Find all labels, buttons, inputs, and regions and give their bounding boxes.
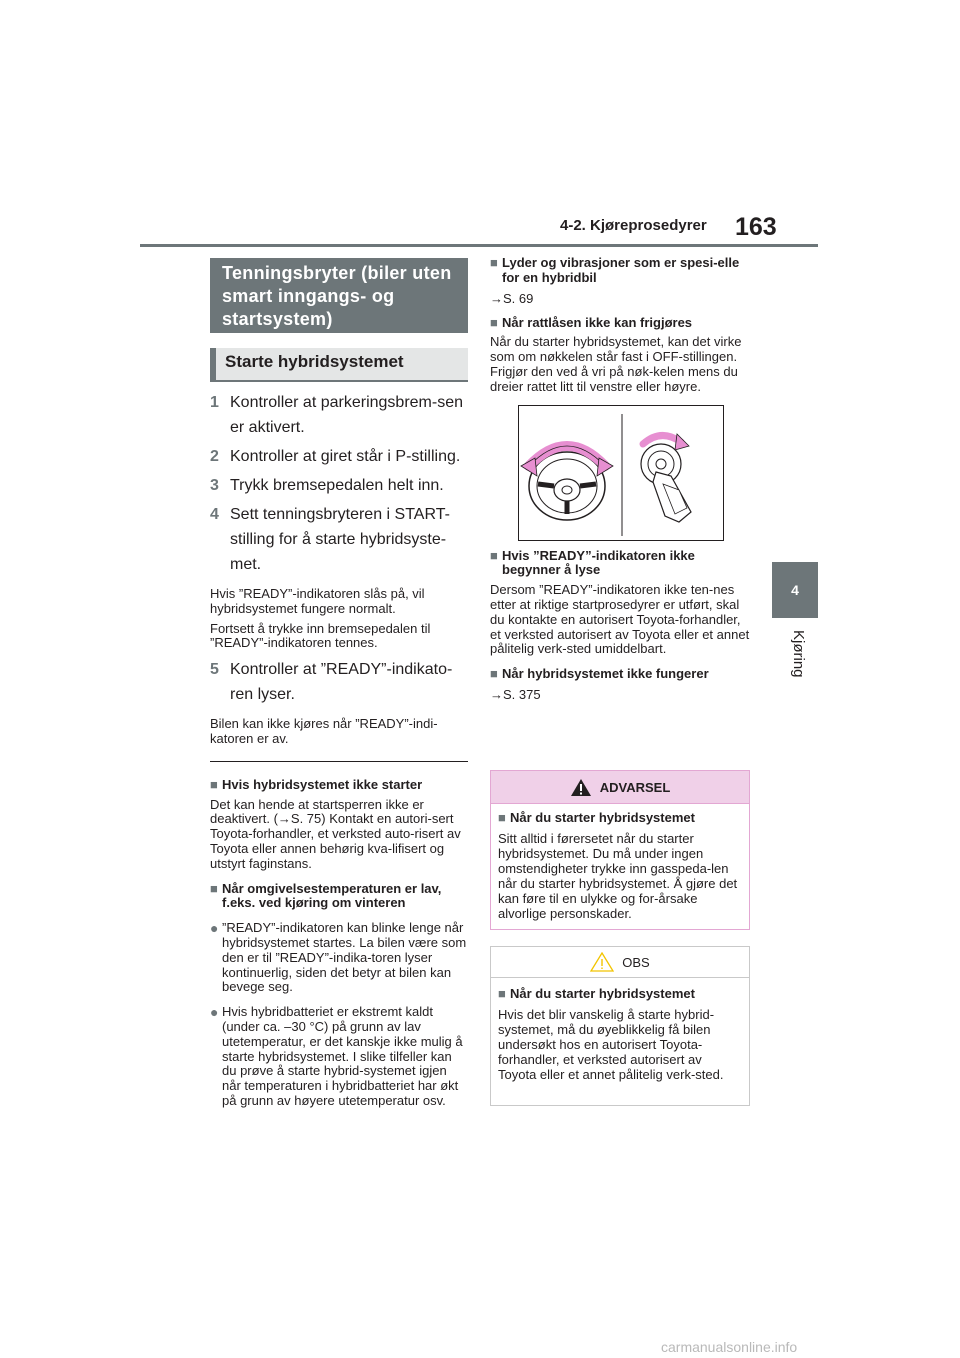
step-3 <box>210 473 468 498</box>
chapter-tab <box>772 562 818 618</box>
step-2 <box>210 444 468 469</box>
warning-header <box>491 771 749 804</box>
notice-title: OBS <box>622 954 650 970</box>
step-4 <box>210 502 468 577</box>
subheading-steering-lock <box>490 316 752 331</box>
steering-key-illustration <box>518 405 724 541</box>
notice-header <box>491 947 749 978</box>
steering-wheel-icon <box>529 452 605 520</box>
paragraph-steering-lock: Når du starter hybridsystemet, kan det virke som om nøkkelen står fast i OFF-stillingen. Frigjør den ved å vri på nøk-kelen mens du dreier rattet litt til venstre eller høyre. <box>490 334 742 394</box>
warning-title: ADVARSEL <box>599 779 671 795</box>
step-text: Kontroller at ”READY”-indikato-ren lyser. <box>230 661 453 704</box>
notice-subheading <box>498 987 743 1002</box>
left-column <box>210 388 468 1109</box>
subheading-text: Når du starter hybridsystemet <box>510 810 695 825</box>
reference-text: S. 69 <box>503 290 534 306</box>
warning-triangle-icon <box>570 778 592 797</box>
square-bullet-icon: ■ <box>490 314 498 330</box>
subheading-sounds <box>490 256 752 286</box>
step-number: 4 <box>210 506 219 523</box>
note-keep-pressing: Fortsett å trykke inn bremsepedalen til ”READY”-indikatoren tennes. <box>210 620 431 651</box>
step-text: Sett tenningsbryteren i START-stilling for å starte hybridsyste-met. <box>230 506 450 573</box>
list-item-text: ”READY”-indikatoren kan blinke lenge når hybridsystemet startes. La bilen være som den er til ”READY”-indika-toren lyser kontinuerlig, siden det betyr at bilen kan bevege seg. <box>222 920 467 995</box>
subheading-text: Når omgivelsestemperaturen er lav, f.eks. ved kjøring om vinteren <box>222 880 442 911</box>
circle-bullet-icon: ● <box>210 920 219 937</box>
circle-bullet-icon: ● <box>210 1004 219 1021</box>
step-text: Kontroller at giret står i P-stilling. <box>230 448 461 465</box>
ignition-key-icon <box>641 444 691 522</box>
subheading-text: Når hybridsystemet ikke fungerer <box>502 666 709 682</box>
subheading-text: Hvis hybridsystemet ikke starter <box>222 776 423 792</box>
subheading-ready-not-lit <box>490 549 752 579</box>
page-reference[interactable] <box>490 291 752 306</box>
divider <box>210 761 468 762</box>
notice-text: Hvis det blir vanskelig å starte hybrid-systemet, må du øyeblikkelig få bilen undersøkt hos en autorisert Toyota-forhandler, et verksted autorisert av Toyota eller et annet pålitelig verk-sted. <box>498 1006 724 1082</box>
square-bullet-icon: ■ <box>490 666 498 682</box>
subheading-text: Hvis ”READY”-indikatoren ikke begynner å lyse <box>502 547 695 578</box>
list-item <box>210 921 468 995</box>
reference-text: S. 375 <box>503 686 541 702</box>
step-1 <box>210 390 468 440</box>
step-text: Kontroller at parkeringsbrem-sen er aktivert. <box>230 394 463 436</box>
paragraph-ready-not-lit: Dersom ”READY”-indikatoren ikke ten-nes etter at riktige startprosedyrer er utført, skal du kontakte en autorisert Toyota-forhandler, et verksted autorisert av Toyota eller et annet pålitelig verk-sted umiddelbart. <box>490 582 750 657</box>
step-number: 1 <box>210 394 219 411</box>
square-bullet-icon: ■ <box>498 810 506 825</box>
notice-body <box>491 978 749 1082</box>
square-bullet-icon: ■ <box>210 880 218 896</box>
subheading-text: Lyder og vibrasjoner som er spesi-elle for en hybridbil <box>502 255 740 285</box>
warning-text: Sitt alltid i førersetet når du starter hybridsystemet. Du må under ingen omstendigheter trykke inn gasspeda-len når du starter hybridsystemet. Å gjøre det kan føre til en ulykke og for-årsake alvorlige personskader. <box>498 830 738 921</box>
caution-triangle-icon <box>590 952 614 972</box>
arrow-icon: → <box>490 686 503 702</box>
page-number: 163 <box>735 213 777 241</box>
step-number: 3 <box>210 477 219 494</box>
page-reference[interactable] <box>490 687 752 702</box>
notice-box <box>490 946 750 1106</box>
subheading-text: Når du starter hybridsystemet <box>510 986 695 1001</box>
note-ready-on: Hvis ”READY”-indikatoren slås på, vil hybridsystemet fungere normalt. <box>210 586 425 616</box>
warning-body <box>491 804 749 921</box>
right-column <box>490 256 752 702</box>
watermark: carmanualsonline.info <box>661 1339 798 1355</box>
step-text: Trykk bremsepedalen helt inn. <box>230 477 444 494</box>
subheading-text: Når rattlåsen ikke kan frigjøres <box>502 314 693 330</box>
subsection-heading: Starte hybridsystemet <box>210 348 468 382</box>
paragraph-not-start: Det kan hende at startsperren ikke er deaktivert. (→S. 75) Kontakt en autori-sert Toyota-forhandler, et verksted auto-risert av Toyota eller annen behørig kva-lifisert og utstyrt faginstans. <box>210 796 461 871</box>
arrow-icon: → <box>490 290 503 306</box>
subheading-not-working <box>490 667 752 682</box>
illustration-svg <box>519 406 723 540</box>
section-title: 4-2. Kjøreprosedyrer <box>560 217 707 234</box>
square-bullet-icon: ■ <box>490 255 498 270</box>
list-item-text: Hvis hybridbatteriet er ekstremt kaldt (under ca. –30 °C) på grunn av lav utetemperatur, er det kanskje ikke mulig å starte hybridsystemet. I slike tilfeller kan du prøve å starte hybrid-systemet igjen når temperaturen i hybridbatteriet har økt på grunn av høyere utetemperatur osv. <box>222 1004 463 1108</box>
section-heading-box: Tenningsbryter (biler uten smart inngangs- og startsystem) <box>210 258 468 333</box>
chapter-label: Kjøring <box>790 630 807 678</box>
warning-box <box>490 770 750 930</box>
square-bullet-icon: ■ <box>490 547 498 563</box>
square-bullet-icon: ■ <box>498 986 506 1001</box>
warning-subheading <box>498 811 743 826</box>
header-divider <box>140 244 818 247</box>
subheading-not-start <box>210 778 468 793</box>
note-ready-off: Bilen kan ikke kjøres når ”READY”-indi-katoren er av. <box>210 716 438 746</box>
step-5 <box>210 657 468 707</box>
step-number: 2 <box>210 448 219 465</box>
chapter-number: 4 <box>791 582 799 598</box>
step-number: 5 <box>210 661 219 679</box>
square-bullet-icon: ■ <box>210 776 218 792</box>
list-item <box>210 1005 468 1109</box>
subheading-low-temp <box>210 882 468 912</box>
